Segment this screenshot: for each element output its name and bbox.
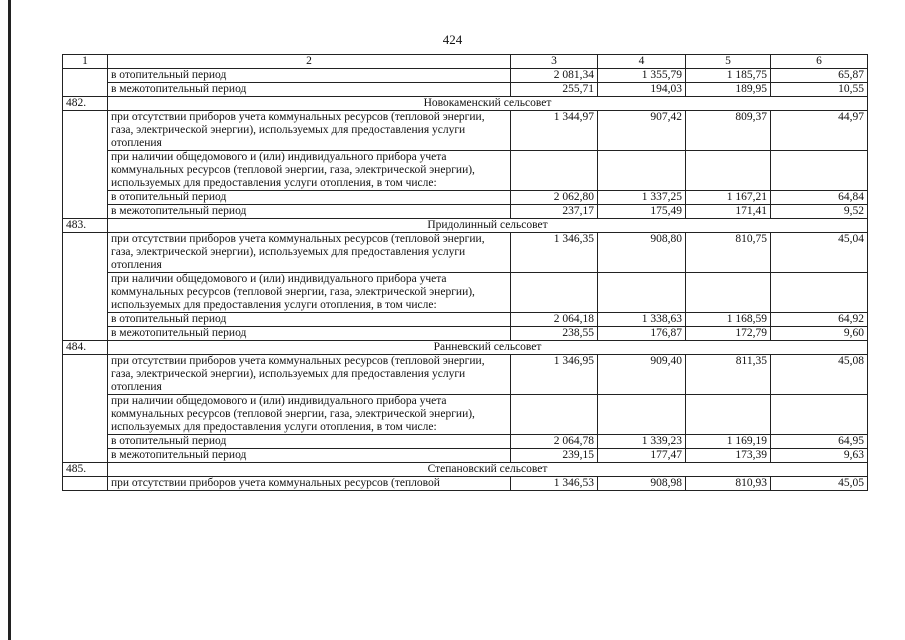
row-label: в межотопительный период [108, 83, 511, 97]
value-cell: 1 338,63 [598, 313, 686, 327]
table-row [63, 327, 868, 341]
number-cell [63, 111, 108, 219]
value-cell: 1 339,23 [598, 435, 686, 449]
section-number: 484. [63, 341, 108, 355]
value-cell: 9,52 [771, 205, 868, 219]
row-label: при отсутствии приборов учета коммунальных ресурсов (тепловой [108, 477, 511, 491]
value-cell: 177,47 [598, 449, 686, 463]
col-header-1: 1 [63, 55, 108, 69]
value-cell [686, 273, 771, 313]
value-cell: 65,87 [771, 69, 868, 83]
value-cell: 809,37 [686, 111, 771, 151]
value-cell: 810,93 [686, 477, 771, 491]
value-cell: 237,17 [511, 205, 598, 219]
row-label: при наличии общедомового и (или) индивидуального прибора учета коммунальных ресурсов (тепловой энергии, газа, электрической энергии), используемых для предоставления услуги отопления, в том числе: [108, 273, 511, 313]
row-label: при отсутствии приборов учета коммунальных ресурсов (тепловой энергии, газа, электрической энергии), используемых для предоставления услуги отопления [108, 233, 511, 273]
value-cell [771, 395, 868, 435]
value-cell: 194,03 [598, 83, 686, 97]
row-label: в отопительный период [108, 191, 511, 205]
section-header-row [63, 219, 868, 233]
number-cell [63, 69, 108, 97]
row-label: при наличии общедомового и (или) индивидуального прибора учета коммунальных ресурсов (тепловой энергии, газа, электрической энергии), используемых для предоставления услуги отопления, в том числе: [108, 395, 511, 435]
row-label: при отсутствии приборов учета коммунальных ресурсов (тепловой энергии, газа, электрической энергии), используемых для предоставления услуги отопления [108, 111, 511, 151]
value-cell: 1 167,21 [686, 191, 771, 205]
value-cell [771, 273, 868, 313]
value-cell [598, 273, 686, 313]
row-label: в межотопительный период [108, 449, 511, 463]
value-cell: 238,55 [511, 327, 598, 341]
value-cell: 908,98 [598, 477, 686, 491]
row-label: в отопительный период [108, 69, 511, 83]
table-row [63, 435, 868, 449]
value-cell: 1 346,95 [511, 355, 598, 395]
value-cell: 176,87 [598, 327, 686, 341]
value-cell: 1 169,19 [686, 435, 771, 449]
col-header-4: 4 [598, 55, 686, 69]
value-cell: 1 346,53 [511, 477, 598, 491]
value-cell: 1 344,97 [511, 111, 598, 151]
value-cell: 189,95 [686, 83, 771, 97]
col-header-3: 3 [511, 55, 598, 69]
number-cell [63, 233, 108, 341]
value-cell [511, 151, 598, 191]
value-cell [771, 151, 868, 191]
number-cell [63, 477, 108, 491]
value-cell: 171,41 [686, 205, 771, 219]
value-cell: 2 064,18 [511, 313, 598, 327]
value-cell: 1 168,59 [686, 313, 771, 327]
table-row [63, 151, 868, 191]
value-cell: 172,79 [686, 327, 771, 341]
value-cell: 2 081,34 [511, 69, 598, 83]
table-row [63, 313, 868, 327]
table-row [63, 273, 868, 313]
page-number: 424 [442, 32, 463, 47]
col-header-5: 5 [686, 55, 771, 69]
col-header-6: 6 [771, 55, 868, 69]
col-header-2: 2 [108, 55, 511, 69]
table-row [63, 69, 868, 83]
value-cell: 1 355,79 [598, 69, 686, 83]
left-margin-rule [8, 0, 11, 640]
value-cell: 10,55 [771, 83, 868, 97]
value-cell: 1 185,75 [686, 69, 771, 83]
table-row [63, 355, 868, 395]
table-row [63, 395, 868, 435]
municipality-name: Ранневский сельсовет [108, 341, 868, 355]
value-cell [686, 395, 771, 435]
value-cell: 45,04 [771, 233, 868, 273]
row-label: при наличии общедомового и (или) индивидуального прибора учета коммунальных ресурсов (тепловой энергии, газа, электрической энергии), используемых для предоставления услуги отопления, в том числе: [108, 151, 511, 191]
value-cell [598, 151, 686, 191]
table-row [63, 233, 868, 273]
row-label: в межотопительный период [108, 327, 511, 341]
value-cell: 64,92 [771, 313, 868, 327]
municipality-name: Степановский сельсовет [108, 463, 868, 477]
value-cell [511, 395, 598, 435]
row-label: в межотопительный период [108, 205, 511, 219]
table-row [63, 83, 868, 97]
value-cell: 9,63 [771, 449, 868, 463]
table-row [63, 191, 868, 205]
section-header-row [63, 463, 868, 477]
value-cell: 908,80 [598, 233, 686, 273]
value-cell [686, 151, 771, 191]
value-cell: 239,15 [511, 449, 598, 463]
section-header-row [63, 341, 868, 355]
municipality-name: Придолинный сельсовет [108, 219, 868, 233]
value-cell [598, 395, 686, 435]
value-cell [511, 273, 598, 313]
row-label: в отопительный период [108, 435, 511, 449]
section-header-row [63, 97, 868, 111]
value-cell: 255,71 [511, 83, 598, 97]
value-cell: 44,97 [771, 111, 868, 151]
value-cell: 810,75 [686, 233, 771, 273]
section-number: 482. [63, 97, 108, 111]
value-cell: 45,05 [771, 477, 868, 491]
value-cell: 175,49 [598, 205, 686, 219]
tariff-table [62, 54, 868, 491]
value-cell: 64,84 [771, 191, 868, 205]
value-cell: 45,08 [771, 355, 868, 395]
number-cell [63, 355, 108, 463]
value-cell: 64,95 [771, 435, 868, 449]
table-row [63, 477, 868, 491]
value-cell: 173,39 [686, 449, 771, 463]
table-row [63, 111, 868, 151]
section-number: 485. [63, 463, 108, 477]
value-cell: 1 337,25 [598, 191, 686, 205]
table-row [63, 205, 868, 219]
value-cell: 811,35 [686, 355, 771, 395]
value-cell: 909,40 [598, 355, 686, 395]
column-number-row [63, 55, 868, 69]
municipality-name: Новокаменский сельсовет [108, 97, 868, 111]
section-number: 483. [63, 219, 108, 233]
row-label: при отсутствии приборов учета коммунальных ресурсов (тепловой энергии, газа, электрической энергии), используемых для предоставления услуги отопления [108, 355, 511, 395]
row-label: в отопительный период [108, 313, 511, 327]
value-cell: 2 064,78 [511, 435, 598, 449]
value-cell: 9,60 [771, 327, 868, 341]
value-cell: 2 062,80 [511, 191, 598, 205]
table-row [63, 449, 868, 463]
value-cell: 1 346,35 [511, 233, 598, 273]
value-cell: 907,42 [598, 111, 686, 151]
